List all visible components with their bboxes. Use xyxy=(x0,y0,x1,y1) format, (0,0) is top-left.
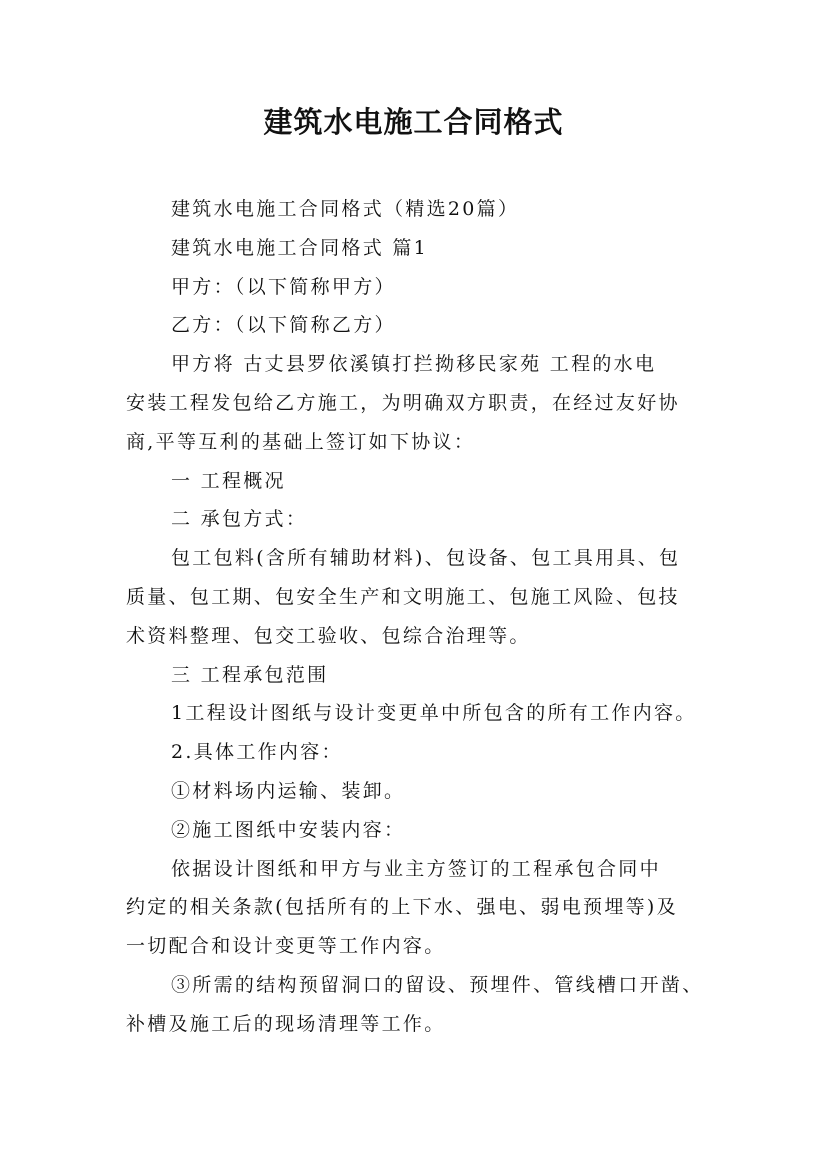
text-line: 2.具体工作内容： xyxy=(171,741,343,764)
document-title: 建筑水电施工合同格式 xyxy=(263,105,564,139)
text-line: 商,平等互利的基础上签订如下协议： xyxy=(126,430,476,453)
text-line: 建筑水电施工合同格式 篇1 xyxy=(171,236,429,259)
text-line: 术资料整理、包交工验收、包综合治理等。 xyxy=(126,624,531,647)
text-line: 一 工程概况 xyxy=(171,469,286,492)
text-line: 三 工程承包范围 xyxy=(171,663,329,686)
text-line: 甲方将 古丈县罗依溪镇打拦拗移民家苑 工程的水电 xyxy=(171,353,657,376)
text-line: ②施工图纸中安装内容： xyxy=(171,818,406,841)
text-line: ①材料场内运输、装卸。 xyxy=(171,779,406,802)
text-line: 1工程设计图纸与设计变更单中所包含的所有工作内容。 xyxy=(171,702,697,725)
text-line: 包工包料(含所有辅助材料)、包设备、包工具用具、包 xyxy=(171,547,681,570)
text-line: 依据设计图纸和甲方与业主方签订的工程承包合同中 xyxy=(171,857,661,880)
text-line: 质量、包工期、包安全生产和文明施工、包施工风险、包技 xyxy=(126,585,680,608)
text-line: 甲方：（以下简称甲方） xyxy=(171,275,396,298)
text-line: 乙方：（以下简称乙方） xyxy=(171,314,396,337)
text-line: 补槽及施工后的现场清理等工作。 xyxy=(126,1012,446,1035)
text-line: 约定的相关条款(包括所有的上下水、强电、弱电预埋等)及 xyxy=(126,896,678,919)
text-line: 一切配合和设计变更等工作内容。 xyxy=(126,935,446,958)
text-line: 二 承包方式： xyxy=(171,508,308,531)
text-line: 安装工程发包给乙方施工，为明确双方职责，在经过友好协 xyxy=(126,391,680,414)
text-line: ③所需的结构预留洞口的留设、预埋件、管线槽口开凿、 xyxy=(171,973,704,996)
text-line: 建筑水电施工合同格式（精选20篇） xyxy=(171,198,520,220)
document-body xyxy=(126,190,726,1044)
